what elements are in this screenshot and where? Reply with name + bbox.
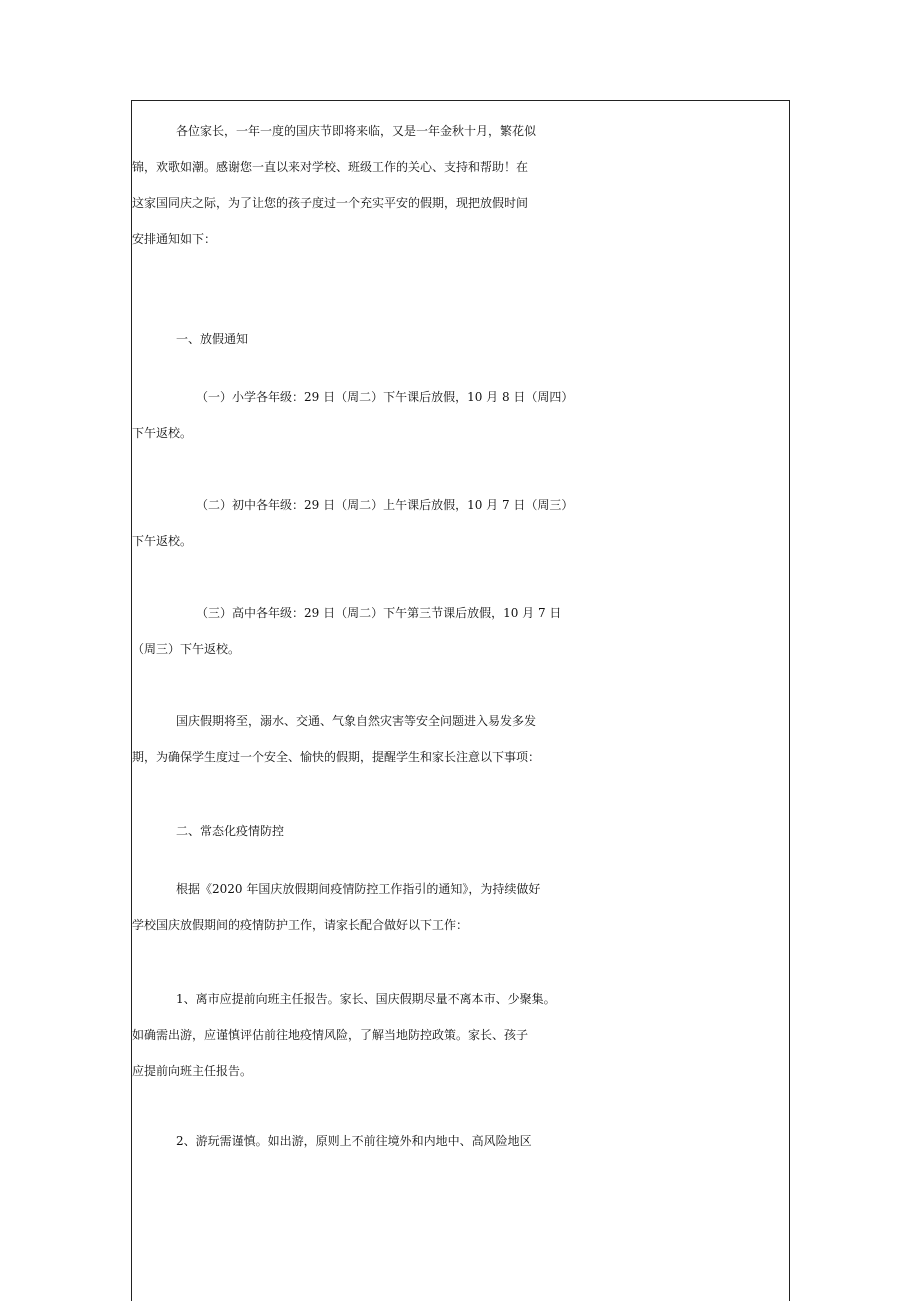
section2-heading-text: 二、常态化疫情防控 — [176, 824, 285, 838]
safety-line-2: 期，为确保学生度过一个安全、愉快的假期，提醒学生和家长注意以下事项： — [132, 750, 541, 764]
intro-line-2: 锦，欢歌如潮。感谢您一直以来对学校、班级工作的关心、支持和帮助！在 — [132, 160, 529, 174]
item3-paragraph — [132, 595, 789, 667]
safety-paragraph — [132, 703, 789, 775]
point1-line-3: 应提前向班主任报告。 — [132, 1064, 253, 1078]
document-frame — [131, 100, 790, 1301]
intro-paragraph — [132, 113, 789, 257]
item1-line-2: 下午返校。 — [132, 426, 193, 440]
basis-line-1: 根据《2020 年国庆放假期间疫情防控工作指引的通知》，为持续做好 — [176, 882, 541, 896]
point1-paragraph — [132, 981, 789, 1089]
item1-paragraph — [132, 379, 789, 451]
point2-line-1: 2、游玩需谨慎。如出游，原则上不前往境外和内地中、高风险地区 — [176, 1134, 532, 1148]
safety-line-1: 国庆假期将至，溺水、交通、气象自然灾害等安全问题进入易发多发 — [176, 714, 537, 728]
item3-line-1: （三）高中各年级：29 日（周二）下午第三节课后放假，10 月 7 日 — [196, 606, 562, 620]
point1-line-1: 1、离市应提前向班主任报告。家长、国庆假期尽量不离本市、少聚集。 — [176, 992, 556, 1006]
point2-paragraph — [132, 1123, 789, 1159]
section1-heading-text: 一、放假通知 — [176, 332, 249, 346]
item2-paragraph — [132, 487, 789, 559]
item3-line-2: （周三）下午返校。 — [132, 642, 241, 656]
item2-line-2: 下午返校。 — [132, 534, 193, 548]
section2-heading — [132, 813, 789, 849]
intro-line-1: 各位家长，一年一度的国庆节即将来临，又是一年金秋十月，繁花似 — [176, 124, 537, 138]
section1-heading — [132, 321, 789, 357]
intro-line-4: 安排通知如下： — [132, 232, 217, 246]
point1-line-2: 如确需出游，应谨慎评估前往地疫情风险，了解当地防控政策。家长、孩子 — [132, 1028, 529, 1042]
item2-line-1: （二）初中各年级：29 日（周二）上午课后放假，10 月 7 日（周三） — [196, 498, 574, 512]
basis-line-2: 学校国庆放假期间的疫情防护工作，请家长配合做好以下工作： — [132, 918, 469, 932]
basis-paragraph — [132, 871, 789, 943]
item1-line-1: （一）小学各年级：29 日（周二）下午课后放假，10 月 8 日（周四） — [196, 390, 574, 404]
intro-line-3: 这家国同庆之际，为了让您的孩子度过一个充实平安的假期，现把放假时间 — [132, 196, 529, 210]
